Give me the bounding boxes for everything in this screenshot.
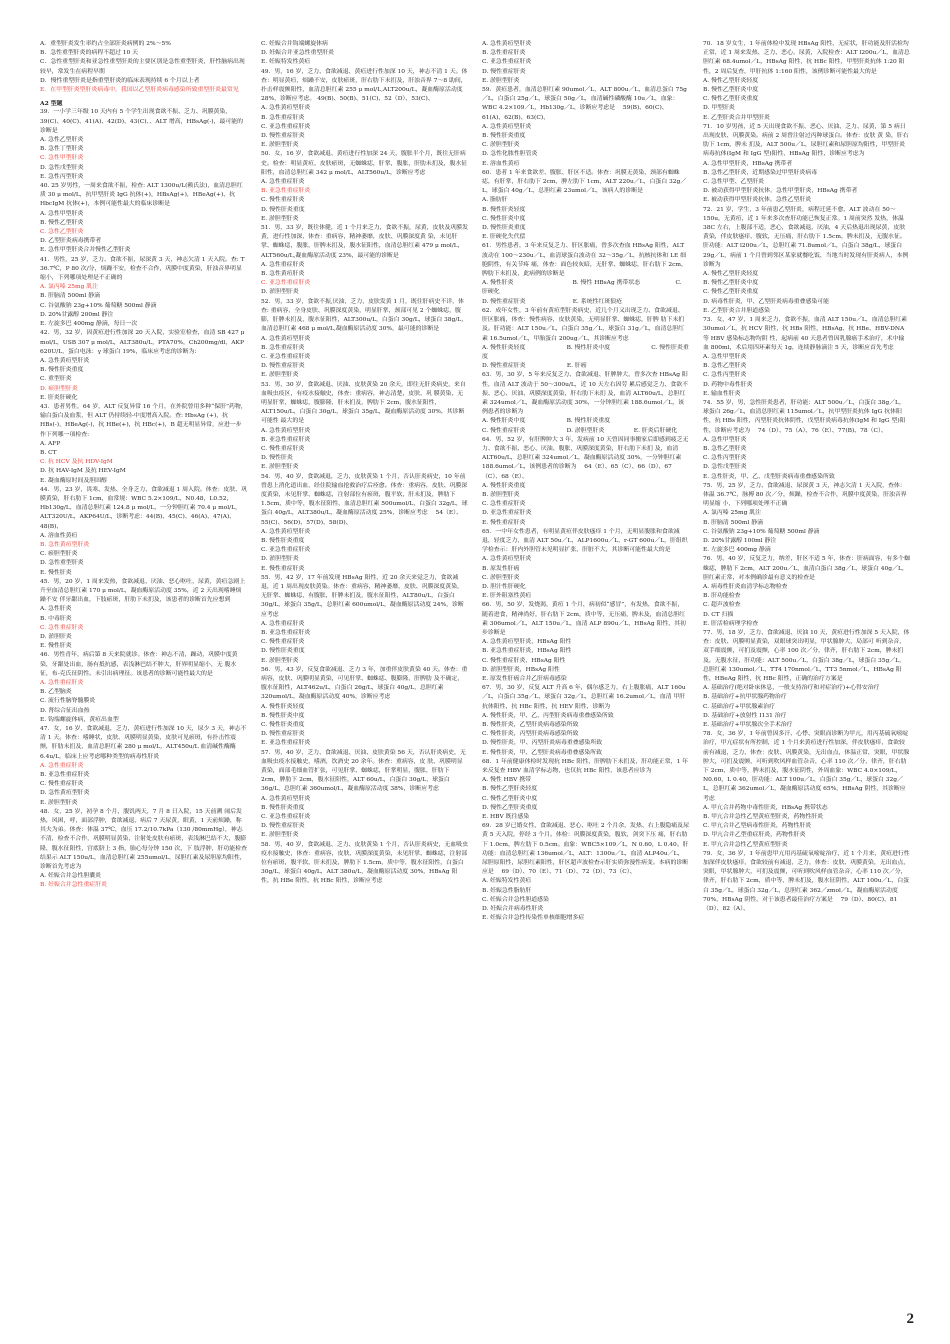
text-line: B. 慢性乙型肝炎中度 <box>703 280 759 287</box>
text-line: A. 急性甲型肝炎，HBsAg 携带者 <box>703 160 793 167</box>
text-line: 70．18 岁女生，1 年前体检中发现 HBsAg 阳性，无症状，肝功能及肝活检均正常，近 1 周来发热、乏力、恶心、尿黄，入院检查：ALT l200u／L，血清总胆红素 68.4umol／L，HBsAg 阳性，抗 HBc 阳性，甲型肝炎抗体 1:20 阳性，2 周后复查，甲肝抗体 1:160 阳性，该例诊断可能性最大的是 <box>703 41 910 75</box>
text-line: D. 慢性重症肝炎 <box>261 363 305 370</box>
text-line: B. 亚急性重症肝炎 <box>261 436 311 443</box>
text-line: C. 淤胆型肝炎 <box>482 142 520 149</box>
text-line: 53．男，30 岁，食欲减退、厌油、皮肤黄染 20 余天，即往无肝炎病史，来自血吸虫疫区，有疫水接触史，体查：重病容，神志清楚，皮肤、巩 膜黄染，无明显肝掌，蜘蛛痣，腹膨隆，肝未扪及，脾肋下 2cm，腹水征阳性，ALT150u/L，白蛋白 30g/L，球蛋白 35g/L，凝血酶原活动度 30%，其诊断可能性 最大的是 <box>261 381 466 425</box>
text-line: B. 慢性乙型肝炎 <box>40 219 84 226</box>
text-line: 69．28 岁已婚女性，食欲减退、恶心、呕吐 2 个月余，发热、右上腹隐痛及尿黄 5 天入院，停经 3 个月。体检：巩膜深度黄染，腹软，剑突下压 痛，肝右肋下 1.0cm，脾左肋下 0.5cm。血象：WBC5×109／L，N 0.60，L 0.40。肝功能：血清总胆红素 136umol／L，ALT：1300u／L，血清 ALP40u／L，尿胆原阳性，尿胆红素阳性，肝区超声波检查示肝实质弥漫性病变。本病的诊断应是 69（D）、70（E）、71（D）、72（D）、73（C）、 <box>482 823 689 876</box>
text-line: D. 慢性重症肝炎 E. 肝癌 <box>482 363 587 370</box>
text-line: A. 急性黄疸型肝炎，HBsAg 阳性 <box>482 639 572 646</box>
text-line: E. 基础治疗+甲状腺次全手术治疗 <box>703 722 793 729</box>
text-line: A. 急性甲型肝炎 <box>40 210 84 217</box>
text-line: 79．女，36 岁，1 年前患甲亢用丙基硫氧嘧啶治疗，近 1 个月来，黄疸进行性加深伴皮肤瘙痒，食欲较前有减退，乏力，体查：皮肤、巩膜黄染，无出血点，突眼，甲状腺肿大，可扪及震颤，可听到吹风样血管杂音，心率 110 次／分，律齐，肝右肋下 2cm，质中等，脾未扪及，腹水征阴性，ALT 100u／L，白蛋白 35g／L，球蛋白 32g／L，总胆红素 362／zmol／L，凝血酶原活动度 70%，HBsAg 阴性，对于该患者最佳治疗方案是 79（D）、80(C)、81（D）、82（A）、 <box>703 850 910 913</box>
highlighted-answer-line: B. 妊娠合并急性重症肝炎 <box>40 882 107 889</box>
text-line: C. 慢性重症肝炎 <box>261 445 305 452</box>
text-line: E. 慢性肝炎，甲、乙型肝炎病毒重叠感染所致 <box>482 749 602 756</box>
text-line: B. 慢性乙型肝炎轻度 <box>482 786 538 793</box>
text-line: D. 急性化脓性胆管炎 <box>482 151 538 158</box>
text-line: E. 淤胆型肝炎 <box>261 215 299 222</box>
text-line: B. 急性乙型肝炎，近期感染过甲型肝炎病毒 <box>703 169 818 176</box>
text-line: D. 基础治疗+放射性 I131 治疗 <box>703 712 787 719</box>
text-line: E. 淤胆型肝炎 <box>261 657 299 664</box>
text-line: E. 慢性重症肝炎 <box>482 519 526 526</box>
text-line: D. 甲型肝炎 <box>703 105 735 112</box>
text-line: A. 脂肪肝 <box>482 197 508 204</box>
text-line: 59．黄疸患者，血清总胆红素 90umol／L，ALT 800u／L，血清总蛋白 75g／L，白蛋白 25g／L，球蛋白 50g／L，血清碱性磷酸酶 10u／L，血象：WBC 4.2×109／L，Hb130g／L，诊断应考虑是 59(B)、60(C)、61(A)、62(B)、63(C)、 <box>482 87 687 121</box>
text-line: C. 慢性乙型肝炎重度 <box>703 289 759 296</box>
text-line: C. 慢性重症肝炎 D. 淤胆型肝炎 E. 肝炎后肝硬化 <box>482 427 678 434</box>
text-line: D. 慢性重症肝炎 <box>261 133 305 140</box>
page-number: 2 <box>906 1311 914 1327</box>
text-line: C. 慢性重症肝炎 <box>261 639 305 646</box>
text-line: C. 谷氨酸钠 23g+10% 葡萄糖 500ml 静滴 <box>40 302 157 309</box>
text-line: E. 溶血性黄疸 <box>482 160 520 167</box>
text-line: A. 急性重症肝炎 <box>261 179 305 186</box>
text-line: 39．一小学三年级 10 天内有 5 个学生出现食欲不振、乏力、巩膜黄染，39(C)、40(C)、41(A)、42(D)、43(C)、、ALT 增高，HBsAg(-)，最可能的诊断是 <box>40 109 244 134</box>
text-line: D. 慢性乙型肝炎重度 <box>482 804 538 811</box>
text-line: E. 肝活检病理学检查 <box>703 620 759 627</box>
document-page <box>40 40 910 1310</box>
text-line: A. 急性重症肝炎 <box>261 620 305 627</box>
text-line: C. 慢性肝炎重度 <box>261 722 305 729</box>
highlighted-answer-line: E．在甲型肝炎型肝炎病毒中，我国以乙型肝炎病毒感染所致重型肝炎最常见 <box>40 87 239 94</box>
text-line: 50．女，16 岁，食欲减退、黄疸进行性加深 24 天，腹胀半个月，既往无肝病史。检查：明显黄疸，皮肤瘀斑，无蜘蛛痣，肝掌，腹胀，肝肋未扪及，腹水征阳性，血清总胆红素 342 μ mol/L，ALT560u/L，诊断应考虑 <box>261 151 468 176</box>
text-line: 60．患者 1 年来食欲差、腹胀、肝区不适。体查：巩膜无黄染，颈部有蜘蛛痣，有肝掌，肝右肋下 2cm，脾左肋下 1cm，ALT 220u／L，白蛋白 32g／L，球蛋白 40g／L，总胆红素 23umol／L，该病人的诊断是 <box>482 169 687 195</box>
text-line: 58．男，40 岁，食欲减退、乏力、皮肤黄染 1 个月，否认肝炎病史，无血吸虫疫水接触史，体查：重病容，皮肤、巩膜深度黄染，未见肝掌、蜘蛛痣，注射部位有瘀斑，腹平软，肝未扪及，脾肋下 1.5cm，质中等，腹水征阳性，白蛋白 30g/L，球蛋白 40g/L，ALT 380u/L，凝血酶原活动度 30%，HBsAg 阳性，抗 HBe 阳性，抗 HBc 阳性，诊断应考虑 <box>261 841 468 885</box>
text-line: C. 亚急性重症肝炎 <box>261 353 311 360</box>
text-line: D. 妊娠合并亚急性重型肝炎 <box>261 50 335 57</box>
text-line: E. 被动获得甲型肝炎抗体，急性乙型肝炎 <box>703 197 812 204</box>
text-line: B. 乙型脑炎 <box>40 689 72 696</box>
text-line: C. 妊娠合并急性胆道感染 <box>482 896 549 903</box>
text-line: 75．男，25 岁，乏力、食欲减退、尿深黄 3 天，神志欠清 1 天入院，查体：体温 36.7℃，脉搏 80 次／分，烦躁，检查不合作，巩膜中度黄染，肝浊音界明显缩 小，下列哪项处理不正确 <box>703 482 907 508</box>
text-line: D. 急性戊型肝炎 <box>703 464 747 471</box>
text-line: D. 慢性重症肝炎 E. 系统性红斑狼疮 <box>482 298 623 305</box>
text-line: D. 急性重型肝炎 <box>40 560 84 567</box>
text-line: C. 急性重症肝炎 <box>482 501 526 508</box>
text-line: E. 肝硬化失代偿 <box>482 234 526 241</box>
text-line: D. 慢性肝炎重度 <box>482 225 526 232</box>
text-line: 67．男，30 岁，反复 ALT 升高 6 年，偶尔感乏力，右上腹胀痛，ALT 160u／L，白蛋白 35g／L，球蛋白 32g／L，总胆红素 16.2umol／L，血清 甲肝抗体阳性，抗 HBc 阳性，抗 HEV 阳性，诊断为 <box>482 685 686 710</box>
highlighted-answer-line: C. 亚急性重症肝炎 <box>261 280 311 287</box>
text-line: A. 急性甲型肝炎 <box>703 353 747 360</box>
text-line: 61．男性患者，3 年来反复乏力、肝区胀痛，曾多次查血 HBsAg 阳性，ALT 波动在 100～230u／L，血清球蛋白波动在 32～35g／L，抗核抗体和 LE 细胞阴性，有关节疼 痛，体查：面色较灰暗，无肝掌、蜘蛛痣，肝右肋下 2cm，脾肋下未扪及，此病例的诊断是 <box>482 243 687 278</box>
text-line: B. 原发性肝癌 <box>482 565 520 572</box>
text-column-3 <box>482 40 689 1310</box>
highlighted-answer-line: C. 抗 HCV 及抗 HDV-IgM <box>40 459 113 466</box>
text-line: D. 淤胆型肝炎，HBsAg 阳性 <box>482 666 560 673</box>
text-line: A. AFP <box>40 440 61 447</box>
highlighted-answer-line: B. 急性黄疸型肝炎 <box>40 541 90 548</box>
text-line: B. 慢性肝炎重度 <box>40 367 84 374</box>
text-line: 65．一中年女性患者，有明显黄疸伴皮肤瘙痒 1 个月，无明显腹胀和食欲减退，轻度乏力，血清 ALT 50u／L，ALP1600u／L，r-GT 600u／L，肝组织学检查示：肝内外胆管未见明显扩张，肝脏不大，其诊断可能性最大的是 <box>482 528 688 554</box>
highlighted-answer-line: B. 亚急性重症肝炎 <box>261 188 311 195</box>
text-line: E. 淤胆型肝炎 <box>261 142 299 149</box>
text-line: A．重型肝炎发生率约占全部肝炎病例的 2%～5% <box>40 41 171 47</box>
text-line: C. 急性丙型肝炎 <box>703 455 747 462</box>
text-line: 41．男性，25 岁，乏力、食欲不振，尿深黄 3 天，神志欠清 1 天入院。查: T 36.7℃，P 80 次/分，烦躁不安，检查不合作，巩膜中度黄染，肝浊音界明显缩小，下列哪项处理是不正确的 <box>40 256 245 282</box>
text-line: C. 慢性肝炎中度 <box>482 215 526 222</box>
text-line: A. 慢性肝炎重度 <box>482 482 526 489</box>
text-line: A. 妊娠合并急性胆囊炎 <box>40 873 102 880</box>
text-column-1 <box>40 40 247 1310</box>
text-line: D. 20%甘露醇 200ml 静注 <box>40 311 114 318</box>
text-line: D. 病毒性肝炎，甲、乙型肝炎病毒重叠感染可能 <box>703 298 830 305</box>
text-line: 68．1 年前健康体检时发现抗 HBc 阳性，肝脾肋下未扪及，肝功能正常，1 年来反复查 HBV 血清学标志物，也仅抗 HBc 阳性，该患者应诊为 <box>482 758 689 775</box>
text-line: C. 淤胆型肝炎 <box>482 574 520 581</box>
text-line: B. 急性乙型肝炎 <box>703 363 747 370</box>
text-line: D. 妊娠合并病毒性肝炎 <box>482 906 544 913</box>
text-line: B. 淤胆型肝炎 <box>482 491 520 498</box>
text-line: C. 亚急性重症肝炎 <box>261 814 311 821</box>
text-line: D. 胆汁性肝硬化 <box>482 583 526 590</box>
text-line: A. 急性黄疸型肝炎 <box>261 335 311 342</box>
text-line: D. 慢性肝炎，甲、丙型肝炎病毒重叠感染所致 <box>482 740 603 747</box>
text-line: D. CT 扫描 <box>703 611 734 618</box>
text-line: C. 慢性重症肝炎 <box>261 197 305 204</box>
text-line: 54．男，40 岁，食欲减退，乏力，皮肤黄染 1 个月，否认肝炎病史，10 年前曾患上消化道出血，经住院输血抢救治疗后痊愈。体查：重病容，皮肤、巩膜深度黄染，未见肝掌、蜘蛛痣，注射部位有瘀斑，腹平软，肝未扪及，脾肋下 1.5cm，质中等，腹水征阳性，血清总胆红素 500umol/L，白蛋白 32g/L，球蛋白 40g/L，ALT380u/L，凝血酶原活动度 25%，诊断应考虑 54（E）、55(C)、56(D)、57(D)、58(D)、 <box>261 473 468 526</box>
text-line: E. 左旋多巴 400mg 静滴 <box>703 547 771 554</box>
highlighted-answer-line: C. 急性重症肝炎 <box>40 624 84 631</box>
text-line: B. 急性重症肝炎 <box>261 344 305 351</box>
text-line: E. 乙型肝炎合并甲型肝炎 <box>703 114 770 121</box>
text-line: A. 妊娠特发性黄疸 <box>482 878 532 885</box>
text-line: A. 甲亢合并药物中毒性肝炎，HBsAg 携带状态 <box>703 804 828 811</box>
text-line: C．急性重型肝炎和亚急性重型肝炎的主要区别是急性重型肝炎，肝性脑病出现较早，常发生在病程早期 <box>40 59 245 75</box>
text-line: E. 淤胆型肝炎 <box>261 464 299 471</box>
text-line: A. 慢性肝炎 B. 慢性 HBsAg 携带状态 C. 肝硬化 <box>482 280 682 296</box>
text-line: D. 慢性重症肝炎 <box>261 823 305 830</box>
text-column-2 <box>261 40 468 1310</box>
text-line: D. 急性黄疸型肝炎 <box>40 790 90 797</box>
text-line: C. 急性丙型肝炎 <box>703 372 747 379</box>
text-line: B. 急性黄疸肝炎 <box>261 271 305 278</box>
text-line: 40. 25 岁男性，一周来食欲不振，检查: ALT 1300u/L(赖氏法)，血清总胆红质 30 μ mol/L，抗甲型肝炎 IgG 抗体(+)，HBsAg(+)，HBeAg(+)、抗 HbcIgM 抗体(+)，本例可能性最大的临床诊断是 <box>40 183 243 208</box>
text-line: D. 慢性重症肝炎 <box>482 68 526 75</box>
text-line: B. 肝脑清 500ml 静滴 <box>40 293 100 300</box>
text-line: D. 抗 HAV-IgM 及抗 HEV-IgM <box>40 468 126 475</box>
text-line: A. 急性黄疸型肝炎 <box>261 528 311 535</box>
text-line: D. 被动获得甲型肝炎抗体，急性甲型肝炎，HBsAg 携带者 <box>703 188 858 195</box>
text-line: E. 乙型肝炎合并胆道感染 <box>703 307 770 314</box>
text-line: B. 肝功能检查 <box>703 593 741 600</box>
text-line: C. 重型肝炎 <box>40 376 72 383</box>
highlighted-answer-line: C. 急性甲型肝炎 <box>40 155 84 162</box>
text-line: D. 急性戊型肝炎 <box>40 164 84 171</box>
text-line: A. 急性黄疸型肝炎 <box>40 357 90 364</box>
text-line: D. 淤胆肝炎 <box>40 634 72 640</box>
text-line: C. 慢性肝炎，丙型肝炎病毒感染所致 <box>482 731 579 738</box>
text-line: 44．男，23 岁，畏寒、发热、全身乏力、食欲减退 1 周入院。体查：皮肤、巩膜黄染，肝右肋下 1cm，血常规：WBC 5.2×109/L，N0.48，L0.52，Hb130g/L，血清总胆红素 124.8 μ mol/L，一分钟胆红素 70.4 μ mol/L，ALT320U/L，AKP64U/L，诊断考虑：44(B)、45(C)、46(A)、47(A)、48(B)、 <box>40 486 247 530</box>
text-line: 55．男，42 岁，17 年前发现 HBsAg 阳性，近 20 余天来觉乏力，食欲减退，近 1 周出现皮肤黄染。体查：重病容，精神萎靡，皮肤、巩膜深度黄染，无肝掌、蜘蛛痣，有腹胀，肝脾未扪及，腹水征阳性，ALT80u/L，白蛋白 30g/L，球蛋白 35g/L，总胆红素 600umol/L，凝血酶原活动度 24%，诊断应考虑 <box>261 574 464 618</box>
text-line: E. 急性甲型肝炎合并慢性乙型肝炎 <box>40 247 131 254</box>
text-line: 51．男，33 岁，既往体健，近 1 个月来乏力，食欲不振，尿黄，皮肤及巩膜发黄，进行性加深，体查：重病容，精神萎靡，皮肤、巩膜深度黄 染，未见肝掌、蜘蛛痣，腹胀，肝脾未扪及，腹水征阳性，血清总胆红素 479 μ mol/L，ALT560u/L,凝血酶原活动度 23%，最可能的诊断是 <box>261 225 468 259</box>
text-line: E. 左旋多巴 400mg 静滴，每日一次 <box>40 321 138 328</box>
text-line: A. 急性黄疸型肝炎 <box>482 123 532 130</box>
text-line: 71．10 岁男孩，近 5 天出现食欲不振、恶心、厌油、乏力、尿黄，第 5 病日出现皮肤、巩膜黄染。病前 2 周曾注射过丙种球蛋白。体查：皮肤 黄 染，肝右肋下 1cm，脾未 扪及，ALT 500u／L，尿胆红素和尿胆原均阳性，甲型肝炎病毒抗体(IgM 和 IgG 型)阳性，HBsAg 阳性，诊断应考虑为 <box>703 123 909 158</box>
text-line: B. 慢性肝炎中度 <box>261 712 305 719</box>
text-line: E. 妊娠合并急性传染性单核细胞增多症 <box>482 915 585 922</box>
text-line: E. 淤胆型肝炎 <box>482 77 520 84</box>
text-line: B. 急性重症肝炎 <box>482 50 526 57</box>
text-line: C. 急性甲型、乙型肝炎 <box>703 179 765 186</box>
text-line: A. 溶血性黄疸 <box>40 532 78 539</box>
text-line: A. 急性肝炎 <box>40 606 72 613</box>
text-line: A. 急性黄疸型肝炎 <box>261 427 311 434</box>
highlighted-answer-line: C. 急性乙型肝炎 <box>40 229 84 236</box>
text-line: C. 瘀胆型肝炎 <box>40 551 78 558</box>
text-line: B. 肝脑清 500ml 静滴 <box>703 519 763 526</box>
text-line: 48．女，25 岁，初孕 8 个月，腹饥两天，7 月 8 日入院，15 天前溯 闹后发热，风困，呼，面部浮肿，食欲减退，病后 7 天尿黄，眼黄，1 天前烦躁，称其夫为弟。体查：体温 37℃，血压 17.2/10.7kPa（130 /80mmHg），神志不清，检查不合作，巩膜明显黄染，注射处皮肤有瘀斑，表浅淋巴结不大，腹膨隆，腹水征阳性，宫底脐上 3 指，胎心每分钟 150 次，下 肢浮肿，肝功能检查结果示 ALT 150u/L，血清总胆红素 255umol/L，尿胆红素及尿胆原均阳性，诊断首先考虑为 <box>40 808 247 871</box>
text-line: E. 肝外阻塞性黄疸 <box>482 593 532 600</box>
text-line: D. 20%甘露醇 100ml 静注 <box>703 537 777 544</box>
text-line: E. 急性肝炎，甲、乙、戊型肝炎病毒重叠感染所致 <box>703 473 835 480</box>
text-line: B. 慢性肝炎重度 <box>261 537 305 544</box>
text-line: B. 慢性肝炎重度 <box>261 804 305 811</box>
text-line: A. 慢性 HBV 携带 <box>482 777 532 784</box>
text-line: D. 淤胆型肝炎 <box>261 556 299 563</box>
text-line: A. 急性黄疸型肝炎 <box>482 556 532 563</box>
text-line: C. 亚急性重症肝炎 <box>482 59 532 66</box>
text-line: D. 甲亢合并乙型重症肝炎，药物性肝炎 <box>703 832 806 839</box>
text-line: A. 急性乙型肝炎 <box>40 137 84 144</box>
text-line: 72．21 岁，学生，3 年前患乙型肝炎，病程迁延不愈，ALT 波动在 50～150u，无黄疸，近 1 年来多次查肝功能已恢复正常。1 周前突然 发热，体温 38C 左右，上腹部不适，恶心，食欲减退，厌油，4 天后热退出现尿黄，皮肤黄染，伴皮肤瘙痒，腹软，无压痛，肝右肋下 1.5cm，脾未扪及，无腹水征。肝功能：ALT l200u／L，总胆红素 71.8umol／L，白蛋白 38g/L，球蛋白 29g／L，病前 1 个月曾到邻区某家就餐吃饭，当地当时发现有肝炎病人，本例诊断为 <box>703 206 909 268</box>
text-line: B. 急性重症肝炎 <box>261 114 305 121</box>
text-line: B. 妊娠急性脂肪肝 <box>482 887 532 894</box>
text-line: A. 急性重症肝炎 <box>261 261 305 268</box>
text-line: E. 肝炎肝硬化 <box>40 394 78 401</box>
text-line: A. 急性黄疸型肝炎 <box>261 795 311 802</box>
text-line: E. 慢性肝炎 <box>40 643 72 650</box>
text-line: A. 急性黄疸型肝炎 <box>261 105 311 112</box>
text-line: D. 淤胆型肝炎 <box>261 289 299 296</box>
text-line: B. CT <box>40 449 57 456</box>
text-line: E. 淤胆型肝炎 <box>261 832 299 839</box>
text-line: 57．男，40 岁，乏力、食欲减退、厌油、皮肤黄染 56 天，否认肝炎病史，无血吸虫疫水接触史，嗜酒，饮酒史 20 余年。体查：重病容，皮 肤、巩膜明显黄染，面部毛细血管扩张，可见肝掌、蜘蛛痣，肝掌明显，腹胀，肝肋下 2cm，脾肋下 2cm，腹水征阳性，ALT 60u/L，白蛋白 30g/L，球蛋白 36g/L，总胆红素 360umol/L，凝血酶原活动度 38%，诊断应考虑 <box>261 749 466 793</box>
text-line: E. 凝血酶原时间及胆固醇 <box>40 477 107 484</box>
text-line: B. 甲亢合并急性乙型黄疸型肝炎，药物性肝炎 <box>703 814 823 821</box>
text-line: E. 慢性肝炎 <box>40 569 72 576</box>
text-line: 63．男，30 岁，5 年来反复乏力、食欲减退、肝脾肿大，曾多次查 HBsAg 阳性，血清 ALT 波动于 50～300u/L，近 10 天左右因劳 累后感觉乏力、食欲不振、恶心、厌油、巩膜深度黄染，肝右肋下未扪 及，血清 ALT60u/L，总胆红素 324umol／L，凝血酶原活动度 30%，一分钟胆红素 188.6umol／L，该例患者的诊断为 <box>482 372 689 416</box>
text-line: 78．女，36 岁，1 年前曾因多汗、心悸、突眼而诊断为甲亢，用丙基硫氧嘧啶治疗，甲亢症状有所控制，近 1 个月来黄疸进行性加深，伴皮肤瘙痒，食欲较前有减退，乏力，体查：皮肤、巩膜黄染，无出血点，体温正常，突眼，甲状腺肿大，可扪及震颤，可听到吹风样血管杂音，心率 110 次／分，律齐，肝右肋下 2cm，质中等，脾未扪及，腹水征阴性，外周血象：WBC 4.0×109/L，N0.60，L 0.40，肝功能：ALT 100u／L，白蛋白 35g／L，球蛋白 32g／L，总胆红素 362umol／L，凝血酶原活动度 65%，HBsAg 阴性，其诊断应考虑 <box>703 731 910 802</box>
text-line: E. 淤胆型肝炎 <box>40 799 78 806</box>
text-line: D．慢性重型肝炎是指重型肝炎的临床表现持续 6 个月以上者 <box>40 77 200 84</box>
highlighted-answer-line: A. 急性重症肝炎 <box>40 680 84 687</box>
text-line: B. 中毒肝炎 <box>40 615 72 622</box>
text-line: E. 慢性重症肝炎 <box>261 565 305 572</box>
text-line: 73．女，47 岁，1 周来乏力，食欲不振，血清 ALT 150u／L，血清总胆红素 30umol／L，抗 HCV 阳性，抗 HBs 阳性，HBsAg、抗 HBe、HBV-DNA 等 HBV 感染标志物均阴 性，起病前 40 天患者曾因乳腺癌手术治疗，术中输血 800ml，术后用四环素每天 1g，连续静脉滴注 5 天，诊断应首先考虑 <box>703 317 908 351</box>
text-line: A. 慢性乙型肝炎轻度 <box>703 271 759 278</box>
text-line: 62．成年女性，3 年前有黄疸型肝炎病史，近几个月又出现乏力、食欲减退、肝区胀痛，体查：慢性病容，皮肤黄染，无明显肝掌、蜘蛛痣，肝脾 肋下未扪及。肝功能：ALT 150u／L，白蛋白 35g／L，球蛋白 31g／L，血清总胆红素 16.5umol／L，甲胎蛋白 200ug／L，其诊断应考虑 <box>482 307 685 342</box>
text-line: A. 慢性肝炎，甲、乙、丙型肝炎病毒重叠感染所致 <box>482 712 614 719</box>
text-line: A. 急性甲型肝炎 <box>703 436 747 443</box>
text-line: D. 慢性肝炎重度 <box>261 648 305 655</box>
text-line: E. 急性丙型肝炎 <box>40 173 84 180</box>
text-line: C. 妊娠合并钩端螺旋体病 <box>261 41 328 47</box>
text-line: 47．女，16 岁，食欲减退，乏力，黄疸进行性加深 10 天，尿少 3 天，神志不清 1 天。体查：嗜睡状，皮肤、巩膜明显黄染，皮肤可见瘀斑，有扑击性震颤，肝肋未扪及，血清总胆红素 280 μ mol/L，ALT450u/L 血清碱性酶酶 6.4u/L，临床上应考虑哪种类型的病毒性肝炎 <box>40 726 247 760</box>
text-line: B. 慢性肝炎，乙型肝炎病毒感染所致 <box>482 722 579 729</box>
text-line: B. 基础治疗+抗甲状腺药物治疗 <box>703 694 787 701</box>
text-line: E. HBV 既往感染 <box>482 814 530 821</box>
text-line: D. 肾综合征出血热 <box>40 707 90 714</box>
highlighted-answer-line: D. 瘀胆型肝炎 <box>40 385 78 392</box>
highlighted-answer-line: A. 氯丙嗪 25mg 肌注 <box>40 284 99 291</box>
text-line: C. 超声波检查 <box>703 602 741 609</box>
highlighted-answer-line: A. 急性重症肝炎 <box>40 762 84 769</box>
text-line: D. 慢性肝炎重度 <box>261 206 305 213</box>
text-line: A. 慢性肝炎轻度 B. 慢性肝炎中度 C. 慢性肝炎重度 <box>482 344 689 360</box>
text-line: 46．男性青年，病后第 8 天来院就诊。体查：神志不清，躁动，巩膜中度黄染，牙龈处出血，肠有抵抗感，表浅淋巴结不肿大，肝界明显缩小，无 腹水征，布-克氏征阴性。未引出病理征。该患者的诊断可能性最大的是 <box>40 652 238 677</box>
text-line: B. 亚急性重症肝炎 <box>40 772 90 779</box>
text-line: E. 原发性肝癌合并乙肝病毒感染 <box>482 676 567 683</box>
text-line: C. 慢性重症肝炎，HBsAg 阳性 <box>482 657 566 664</box>
text-line: E. 淤胆型肝炎 <box>261 372 299 379</box>
text-line: C. 流行性脑脊髓膜炎 <box>40 698 96 705</box>
text-line: A. 慢性乙型肝炎轻度 <box>703 77 759 84</box>
text-line: 66．男，50 岁，发烧渴，黄疸 1 个月，病初似“感冒”，有发热，食欲不振，随着进食，精神尚好，肝右肋下 2cm，质中等，无压痛，脾未及，血清总胆红素 306umol／L，ALT 150u／L，血清 ALP 890u／L，HBsAg 阳性，其初步诊断是 <box>482 602 686 636</box>
text-line: B. 慢性肝炎轻度 <box>482 206 526 213</box>
text-line: C. 慢性乙型肝炎中度 <box>482 795 538 802</box>
text-line: B. 急性丁型肝炎 <box>40 146 84 153</box>
text-line: 45．男，20 岁，1 周来发热，食欲减退、厌油、恶心呕吐，尿黄，黄疸急剧上升至血清总胆红素 170 μ mol/L，凝血酶原活动度 35%，近 2 天出现嗜睡烦躁不安 伴牙龈出血，下肢瘀斑，肝肋下未扪及，该患者的诊断首先应想到 <box>40 578 246 604</box>
text-line: D. 慢性肝炎 <box>261 455 293 462</box>
text-line: A. 急性黄疸型肝炎 <box>482 41 532 47</box>
text-line: C. 基础治疗+甲状腺素治疗 <box>703 703 775 710</box>
text-line: E. 输血性肝炎 <box>703 390 741 397</box>
text-line: 49．男，16 岁，乏力、食欲减退、黄疸进行性加深 10 天，神志不清 1 天。体查：明显黄疸，烦躁不安，皮肤瘀斑，肝右肋下未扪及，肝浊音界 7～8 助间，扑击样震颤阳性，血清总胆红素 255 μ mol/L,ALT200u/L，凝血酶原活动度 28%，诊断应考虑。 49(B)、50(B)、51(C)、52（D）、53(C)、 <box>261 68 468 103</box>
text-line: D. 乙型肝炎病毒携带者 <box>40 238 102 245</box>
section-heading: A2 型题 <box>40 100 63 108</box>
text-line: 74．55 岁，男，急性肝炎患者，肝功能：ALT 500u／L，白蛋白 38g／L，球蛋白 26g／L，血清总胆红素 115umol／L，抗甲型肝炎抗体 IgG 抗体阳性，抗 HBs 阳性，丙型肝炎抗体阴性，戊型肝炎病毒抗体(IgM 和 IgG 型)阳性，诊断应考虑为 74（D）、75（A）、76（E）、77(B)、78（C）、 <box>703 399 906 434</box>
text-line: 52．男，33 岁，食欲不振,厌油，乏力，皮肤发黄 1 月，既往肝病史不详，体查: 重病容，全身皮肤、巩膜深度黄染，明显肝掌，颈部可见 2 个蜘蛛痣，腹膨，肝脾未扪及，腹水征阳性，ALT300u/L，白蛋白 30g/L，球蛋白 38g/L，血清总胆红素 468 μ mol/L,凝血酶原活动度 30%，最可能的诊断是 <box>261 298 468 333</box>
text-column-4 <box>703 40 910 1310</box>
text-line: A. 慢性肝炎中度 B. 慢性肝炎重度 <box>482 418 610 425</box>
text-line: B. 慢性肝炎重度 <box>482 133 526 140</box>
text-line: B. 急性乙型肝炎 <box>703 445 747 452</box>
text-line: C. 亚急性重症肝炎 <box>261 123 311 130</box>
text-line: A. 病毒性肝炎血清学标志物检查 <box>703 583 788 590</box>
text-line: C. 谷氨酸钠 23g+10% 葡萄糖 500ml 静滴 <box>703 528 820 535</box>
text-line: D. 药物中毒性肝炎 <box>703 381 753 388</box>
text-line: C. 慢性重症肝炎 <box>40 781 84 788</box>
text-line: A. 氯丙嗪 25mg 肌注 <box>703 510 762 517</box>
text-line: 56．男，43 岁，反复食欲减退、乏力 3 年，加重伴皮肤黄染 40 天。体查：重病容，皮肤、巩膜明显黄染，可见肝掌、蜘蛛痣、腹膨隆，肝脾肋 及不确定，腹水征阳性，ALT462u/L，白蛋白 26g/L，球蛋白 40g/L，总胆红素 320umol/L，凝血酶原活动度 40%，诊断应考虑 <box>261 666 468 701</box>
text-line: C. 甲亢合并乙型病毒性肝炎，药物性肝炎 <box>703 823 812 830</box>
text-line: 64．男，52 岁，有肝脾肿大 3 年，发病前 10 天曾因同事搬家后即感到疲乏无力、食欲不振、恶心、厌油、腹胀，巩膜深度黄染，肝右肋下未扪 及，血清 ALT60u/L，总胆红素 324umol／L，凝血酶原活动度 30%，一分钟胆红素 188.6umol／L，该例患者的诊断为 64（E）、65（C）、66（D）、67（C）、68（E）、 <box>482 436 689 480</box>
text-line: C. 慢性乙型肝炎重度 <box>703 96 759 103</box>
text-line: D. 慢性重症肝炎 <box>261 731 305 738</box>
text-line: 43．患者男性，64 岁，ALT 反复异常 16 个月，在外院曾用多种“保肝”药物，输白蛋白及血浆，但 ALT 仍持续轻-中度增高入院。查: HbsAg (+)，抗 HBs(-)，HBeAg(-)，抗 HBe(+)，抗 HBc(+)，B 超无明显异常，应进一步作下列哪一项检查: <box>40 403 247 438</box>
text-line: B. 慢性乙型肝炎中度 <box>703 87 759 94</box>
text-line: E. 亚急性重症肝炎 <box>261 740 311 747</box>
text-line: 42．男，32 岁，因黄疸进行性加深 20 天入院，实验室检查，血清 SB 427 μ mol/L，USB 307 μ mol/L，ALT380u/L，PTA70%，Ch200mg/dl，AKP 620U/L，蛋白电泳：γ 球蛋白 19%，临床应考虑的诊断为: <box>40 330 245 355</box>
text-line: B．急性重型肝炎的病程不超过 10 天 <box>40 50 139 57</box>
text-line: 77．男，18 岁，乏力、食欲减退、厌油 10 天，黄疸进行性加深 5 天入院，体查：皮肤、巩膜明显黄染，双眼球突出明显，甲状腺肿大，局部可 听到杂音，双手细震颤，可扪及震颤，心率 100 次／分，律齐，肝右肋下 2cm，脾未扪及，无腹水征，肝功能：ALT 500u／L，白蛋白 38g／L，球蛋白 35g／L，总胆红素 130umol／L，TT4 170nmol／L，TT3 5nmol／L，HBsAg 阳性，HBeAg 阳性，抗 HBc 阳性，正确的治疗方案是 <box>703 630 910 683</box>
text-line: E. 甲亢合并急性乙型黄疸型肝炎 <box>703 841 788 848</box>
text-line: E. 钩端螺旋体病，黄疸出血型 <box>40 716 119 723</box>
text-line: 76．男，40 岁，反复乏力，纳差，肝区不适 5 年，体查：肝病面容，有多个蜘蛛痣，脾肋下 2cm，ALT 200u／L，血清白蛋白 38g／L，球蛋白 40g／L，胆红素正常，对本例确诊最有意义的检查是 <box>703 556 910 581</box>
text-line: E. 妊娠特发性黄疸 <box>261 59 311 66</box>
text-line: D. 亚急性重症肝炎 <box>482 510 532 517</box>
text-line: B. 亚急性重症肝炎，HBsAg 阳性 <box>482 648 572 655</box>
text-line: A. 基础治疗(绝对卧床休息，一般支持治疗和对症治疗)+心得安治疗 <box>703 685 880 692</box>
text-line: A. 慢性肝炎轻度 <box>261 703 305 710</box>
text-line: C. 亚急性重症肝炎 <box>261 547 311 554</box>
text-line: B. 亚急性重症肝炎 <box>261 630 311 636</box>
